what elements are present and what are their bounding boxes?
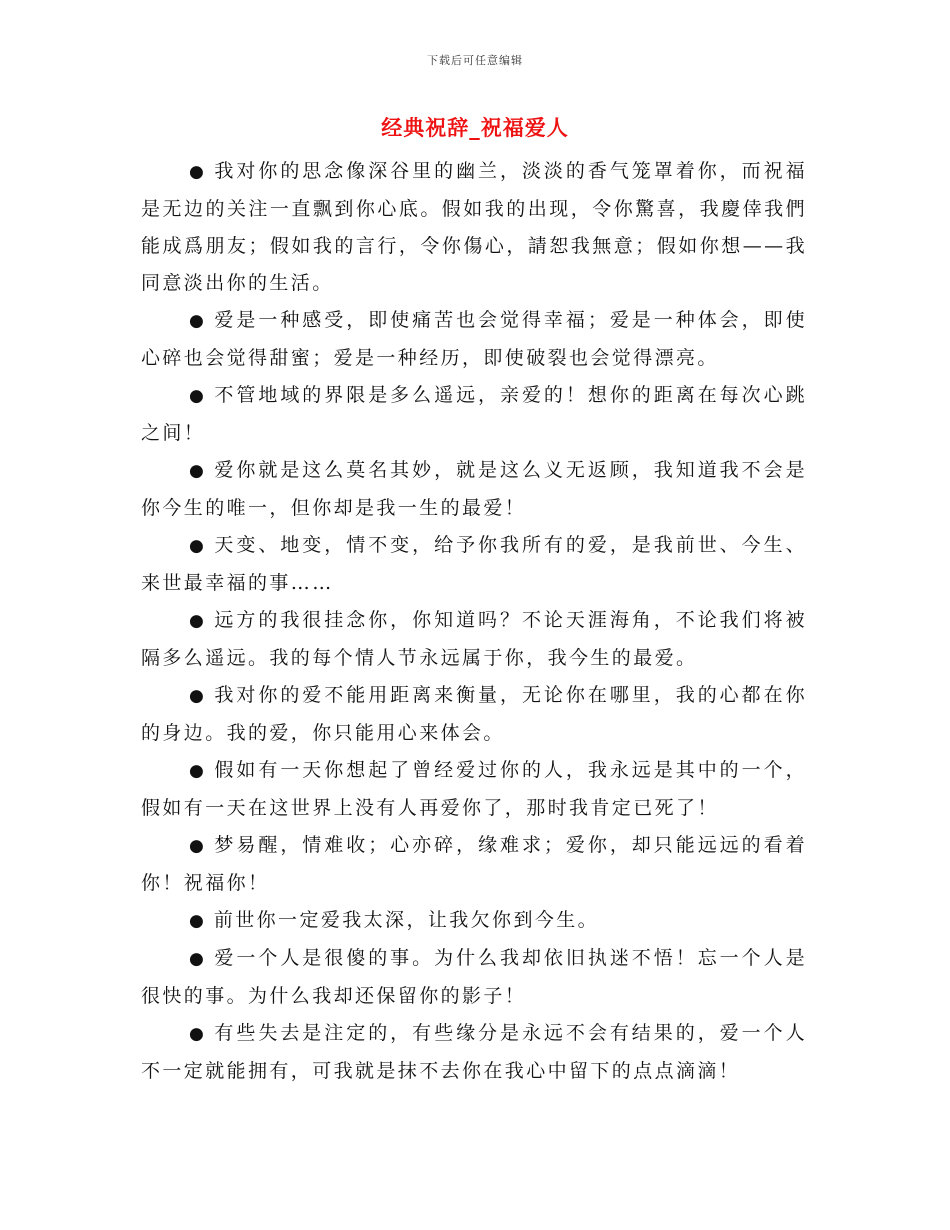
document-title: 经典祝辞_祝福爱人 [381, 115, 569, 140]
paragraph-text: 爱你就是这么莫名其妙，就是这么义无返顾，我知道我不会是你今生的唯一，但你却是我一生的最爱！ [141, 459, 807, 519]
blessing-paragraph [141, 902, 807, 940]
paragraph-text: 不管地域的界限是多么遥远，亲爱的！想你的距离在每次心跳之间！ [141, 384, 807, 444]
blessing-paragraph [141, 302, 807, 377]
bullet-icon: ● [189, 1024, 204, 1044]
paragraph-text: 爱一个人是很傻的事。为什么我却依旧执迷不悟！忘一个人是很快的事。为什么我却还保留你的影子！ [141, 947, 807, 1007]
blessing-paragraph [141, 827, 807, 902]
bullet-icon: ● [189, 761, 204, 781]
blessing-paragraph [141, 452, 807, 527]
bullet-icon: ● [189, 686, 204, 706]
paragraph-text: 天变、地变，情不变，给予你我所有的爱，是我前世、今生、来世最幸福的事…… [141, 534, 807, 594]
paragraph-text: 爱是一种感受，即使痛苦也会觉得幸福；爱是一种体会，即使心碎也会觉得甜蜜；爱是一种经历，即使破裂也会觉得漂亮。 [141, 309, 807, 369]
page-header-note: 下载后可任意编辑 [427, 54, 523, 67]
paragraph-text: 我对你的思念像深谷里的幽兰，淡淡的香气笼罩着你，而祝福是无边的关注一直飘到你心底。假如我的出现，令你驚喜，我慶倖我們能成爲朋友；假如我的言行，令你傷心，請恕我無意；假如你想——我同意淡出你的生活。 [141, 160, 807, 294]
blessing-paragraph [141, 153, 807, 302]
bullet-icon: ● [189, 162, 204, 182]
paragraph-text: 梦易醒，情难收；心亦碎，缘难求；爱你，却只能远远的看着你！祝福你！ [141, 834, 807, 894]
paragraph-text: 前世你一定爱我太深，让我欠你到今生。 [213, 909, 600, 931]
paragraph-text: 远方的我很挂念你，你知道吗？不论天涯海角，不论我们将被隔多么遥远。我的每个情人节永远属于你，我今生的最爱。 [141, 609, 807, 669]
bullet-icon: ● [189, 536, 204, 556]
bullet-icon: ● [189, 611, 204, 631]
paragraph-text: 假如有一天你想起了曾经爱过你的人，我永远是其中的一个，假如有一天在这世界上没有人再爱你了，那时我肯定已死了！ [141, 759, 807, 819]
blessing-paragraph [141, 377, 807, 452]
bullet-icon: ● [189, 311, 204, 331]
document-body [141, 153, 807, 1090]
bullet-icon: ● [189, 836, 204, 856]
blessing-paragraph [141, 1015, 807, 1090]
blessing-paragraph [141, 602, 807, 677]
blessing-paragraph [141, 940, 807, 1015]
bullet-icon: ● [189, 911, 204, 931]
blessing-paragraph [141, 677, 807, 752]
blessing-paragraph [141, 752, 807, 827]
bullet-icon: ● [189, 386, 204, 406]
bullet-icon: ● [189, 949, 204, 969]
paragraph-text: 有些失去是注定的，有些缘分是永远不会有结果的，爱一个人不一定就能拥有，可我就是抹不去你在我心中留下的点点滴滴！ [141, 1022, 807, 1082]
bullet-icon: ● [189, 461, 204, 481]
paragraph-text: 我对你的爱不能用距离来衡量，无论你在哪里，我的心都在你的身边。我的爱，你只能用心来体会。 [141, 684, 807, 744]
blessing-paragraph [141, 527, 807, 602]
